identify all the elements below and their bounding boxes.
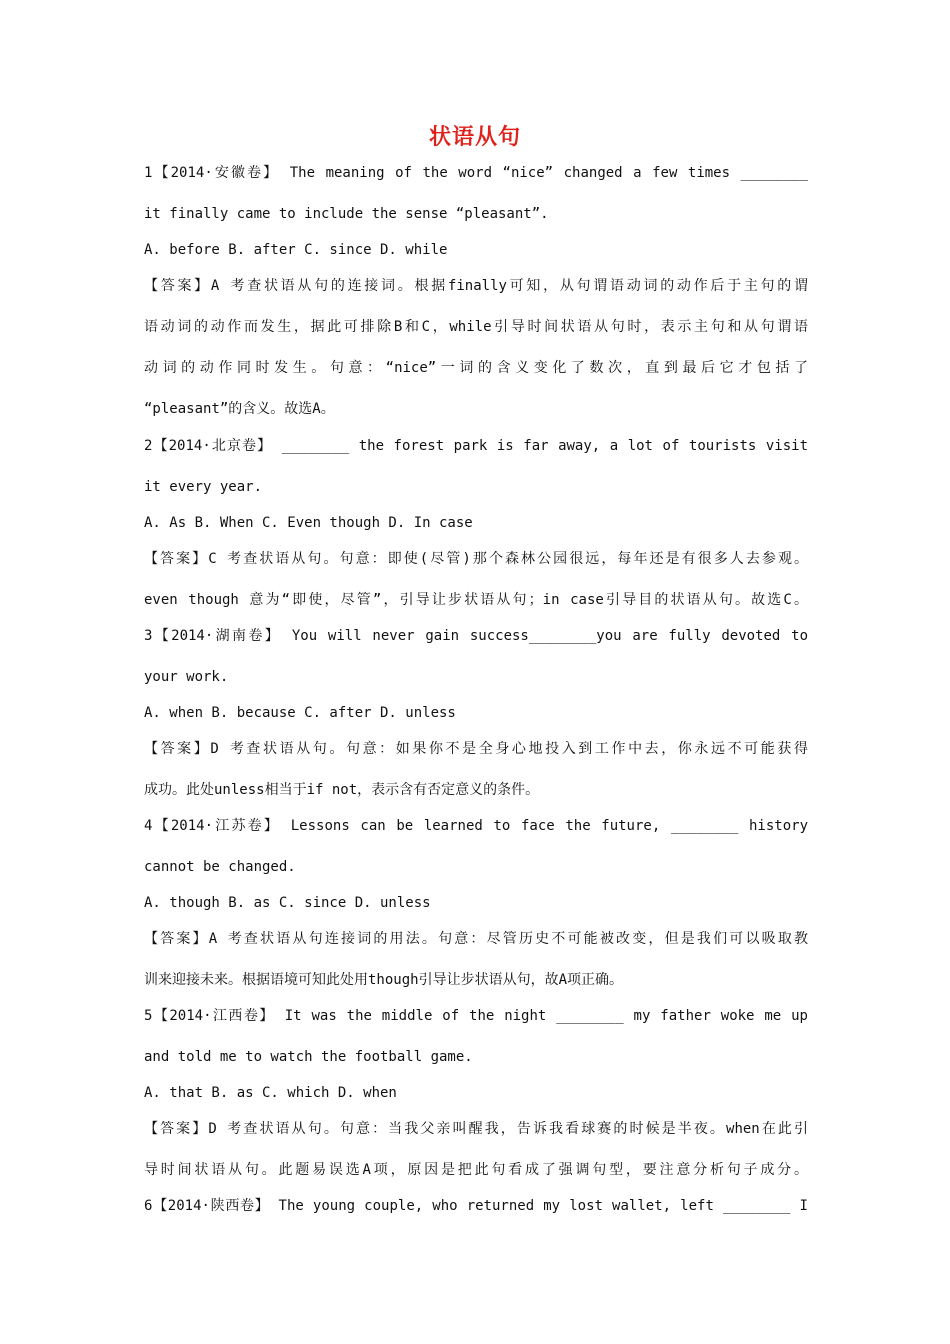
question-3-options: A. when B. because C. after D. unless [144,705,456,721]
page-title: 状语从句 [428,125,521,150]
answer-2-line-2: even though 意为“即使，尽管”，引导让步状语从句；in case引导目的状语从句。故选C。 [144,592,808,608]
question-5-line-2: and told me to watch the football game. [144,1049,473,1065]
question-4-line-1: 4【2014·江苏卷】 Lessons can be learned to face the future, ________ history [144,818,808,834]
question-5-options: A. that B. as C. which D. when [144,1085,397,1101]
answer-2-line-1: 【答案】C 考查状语从句。句意：即使(尽管)那个森林公园很远，每年还是有很多人去参观。 [144,551,808,567]
answer-5-line-1: 【答案】D 考查状语从句。句意：当我父亲叫醒我，告诉我看球赛的时候是半夜。when在此引 [144,1121,808,1137]
question-2-options: A. As B. When C. Even though D. In case [144,515,473,531]
answer-1-line-2: 语动词的动作而发生，据此可排除B和C，while引导时间状语从句时，表示主句和从句谓语 [144,319,808,335]
question-1-options: A. before B. after C. since D. while [144,242,448,258]
question-3-line-2: your work. [144,669,229,685]
question-2-line-2: it every year. [144,479,263,495]
question-1-line-2: it finally came to include the sense “pleasant”. [144,206,549,222]
answer-1-line-3: 动词的动作同时发生。句意：“nice”一词的含义变化了数次，直到最后它才包括了 [144,360,808,376]
answer-4-line-1: 【答案】A 考查状语从句连接词的用法。句意：尽管历史不可能被改变，但是我们可以吸取教 [144,931,808,947]
question-3-line-1: 3【2014·湖南卷】 You will never gain success________you are fully devoted to [144,628,808,644]
question-4-options: A. though B. as C. since D. unless [144,895,431,911]
question-2-line-1: 2【2014·北京卷】 ________ the forest park is far away, a lot of tourists visit [144,438,808,454]
question-6-line-1: 6【2014·陕西卷】 The young couple, who returned my lost wallet, left ________ I [144,1198,808,1214]
answer-3-line-1: 【答案】D 考查状语从句。句意：如果你不是全身心地投入到工作中去，你永远不可能获得 [144,741,808,757]
question-5-line-1: 5【2014·江西卷】 It was the middle of the night ________ my father woke me up [144,1008,808,1024]
answer-3-line-2: 成功。此处unless相当于if not，表示含有否定意义的条件。 [144,782,540,798]
answer-4-line-2: 训来迎接未来。根据语境可知此处用though引导让步状语从句，故A项正确。 [144,972,623,988]
answer-1-line-1: 【答案】A 考查状语从句的连接词。根据finally可知，从句谓语动词的动作后于主句的谓 [144,278,808,294]
answer-5-line-2: 导时间状语从句。此题易误选A项，原因是把此句看成了强调句型，要注意分析句子成分。 [144,1162,808,1178]
question-4-line-2: cannot be changed. [144,859,296,875]
question-1-line-1: 1【2014·安徽卷】 The meaning of the word “nice” changed a few times ________ [144,165,808,181]
answer-1-line-4: “pleasant”的含义。故选A。 [144,401,335,417]
